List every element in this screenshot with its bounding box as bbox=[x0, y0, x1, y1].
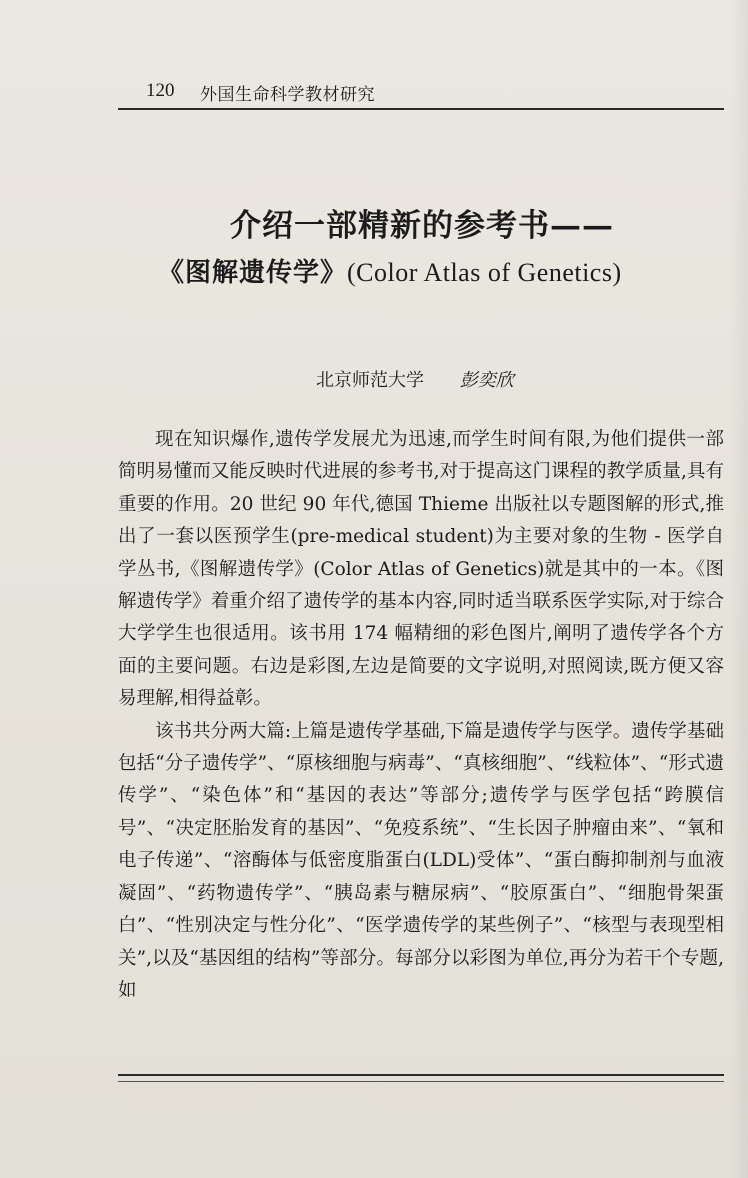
page-edge-shadow bbox=[730, 0, 748, 1178]
title-line-1: 介绍一部精新的参考书—— bbox=[230, 208, 614, 244]
journal-name: 外国生命科学教材研究 bbox=[200, 85, 375, 105]
title-line-2 bbox=[158, 252, 718, 289]
header-rule bbox=[118, 108, 724, 110]
page-number: 120 bbox=[146, 80, 175, 101]
title-english-name: (Color Atlas of Genetics) bbox=[347, 258, 622, 287]
paragraph-2: 该书共分两大篇:上篇是遗传学基础,下篇是遗传学与医学。遗传学基础包括“分子遗传学”、“原核细胞与病毒”、“真核细胞”、“线粒体”、“形式遗传学”、“染色体”和“基因的表达”等部分;遗传学与医学包括“跨膜信号”、“决定胚胎发育的基因”、“免疫系统”、“生长因子肿瘤由来”、“氧和电子传递”、“溶酶体与低密度脂蛋白(LDL)受体”、“蛋白酶抑制剂与血液凝固”、“药物遗传学”、“胰岛素与糖尿病”、“胶原蛋白”、“细胞骨架蛋白”、“性别决定与性分化”、“医学遗传学的某些例子”、“核型与表现型相关”,以及“基因组的结构”等部分。每部分以彩图为单位,再分为若干个专题,如 bbox=[118, 720, 724, 1001]
byline bbox=[316, 366, 514, 392]
author-affiliation: 北京师范大学 bbox=[316, 370, 424, 391]
paragraph-1: 现在知识爆作,遗传学发展尤为迅速,而学生时间有限,为他们提供一部简明易懂而又能反映时代进展的参考书,对于提高这门课程的教学质量,具有重要的作用。20 世纪 90 年代,德国 Thieme 出版社以专题图解的形式,推出了一套以医预学生(pre-medical student)为主要对象的生物 - 医学自学丛书,《图解遗传学》(Color Atlas of Genetics)就是其中的一本。《图解遗传学》着重介绍了遗传学的基本内容,同时适当联系医学实际,对于综合大学学生也很适用。该书用 174 幅精细的彩色图片,阐明了遗传学各个方面的主要问题。右边是彩图,左边是简要的文字说明,对照阅读,既方便又容易理解,相得益彰。 bbox=[118, 429, 724, 710]
running-header bbox=[118, 72, 724, 110]
footer-rule-thin bbox=[118, 1081, 724, 1082]
footer-rule bbox=[118, 1074, 724, 1076]
author-name: 彭奕欣 bbox=[459, 370, 514, 391]
article-body bbox=[118, 424, 724, 1007]
title-book-name: 《图解遗传学》 bbox=[158, 258, 348, 288]
